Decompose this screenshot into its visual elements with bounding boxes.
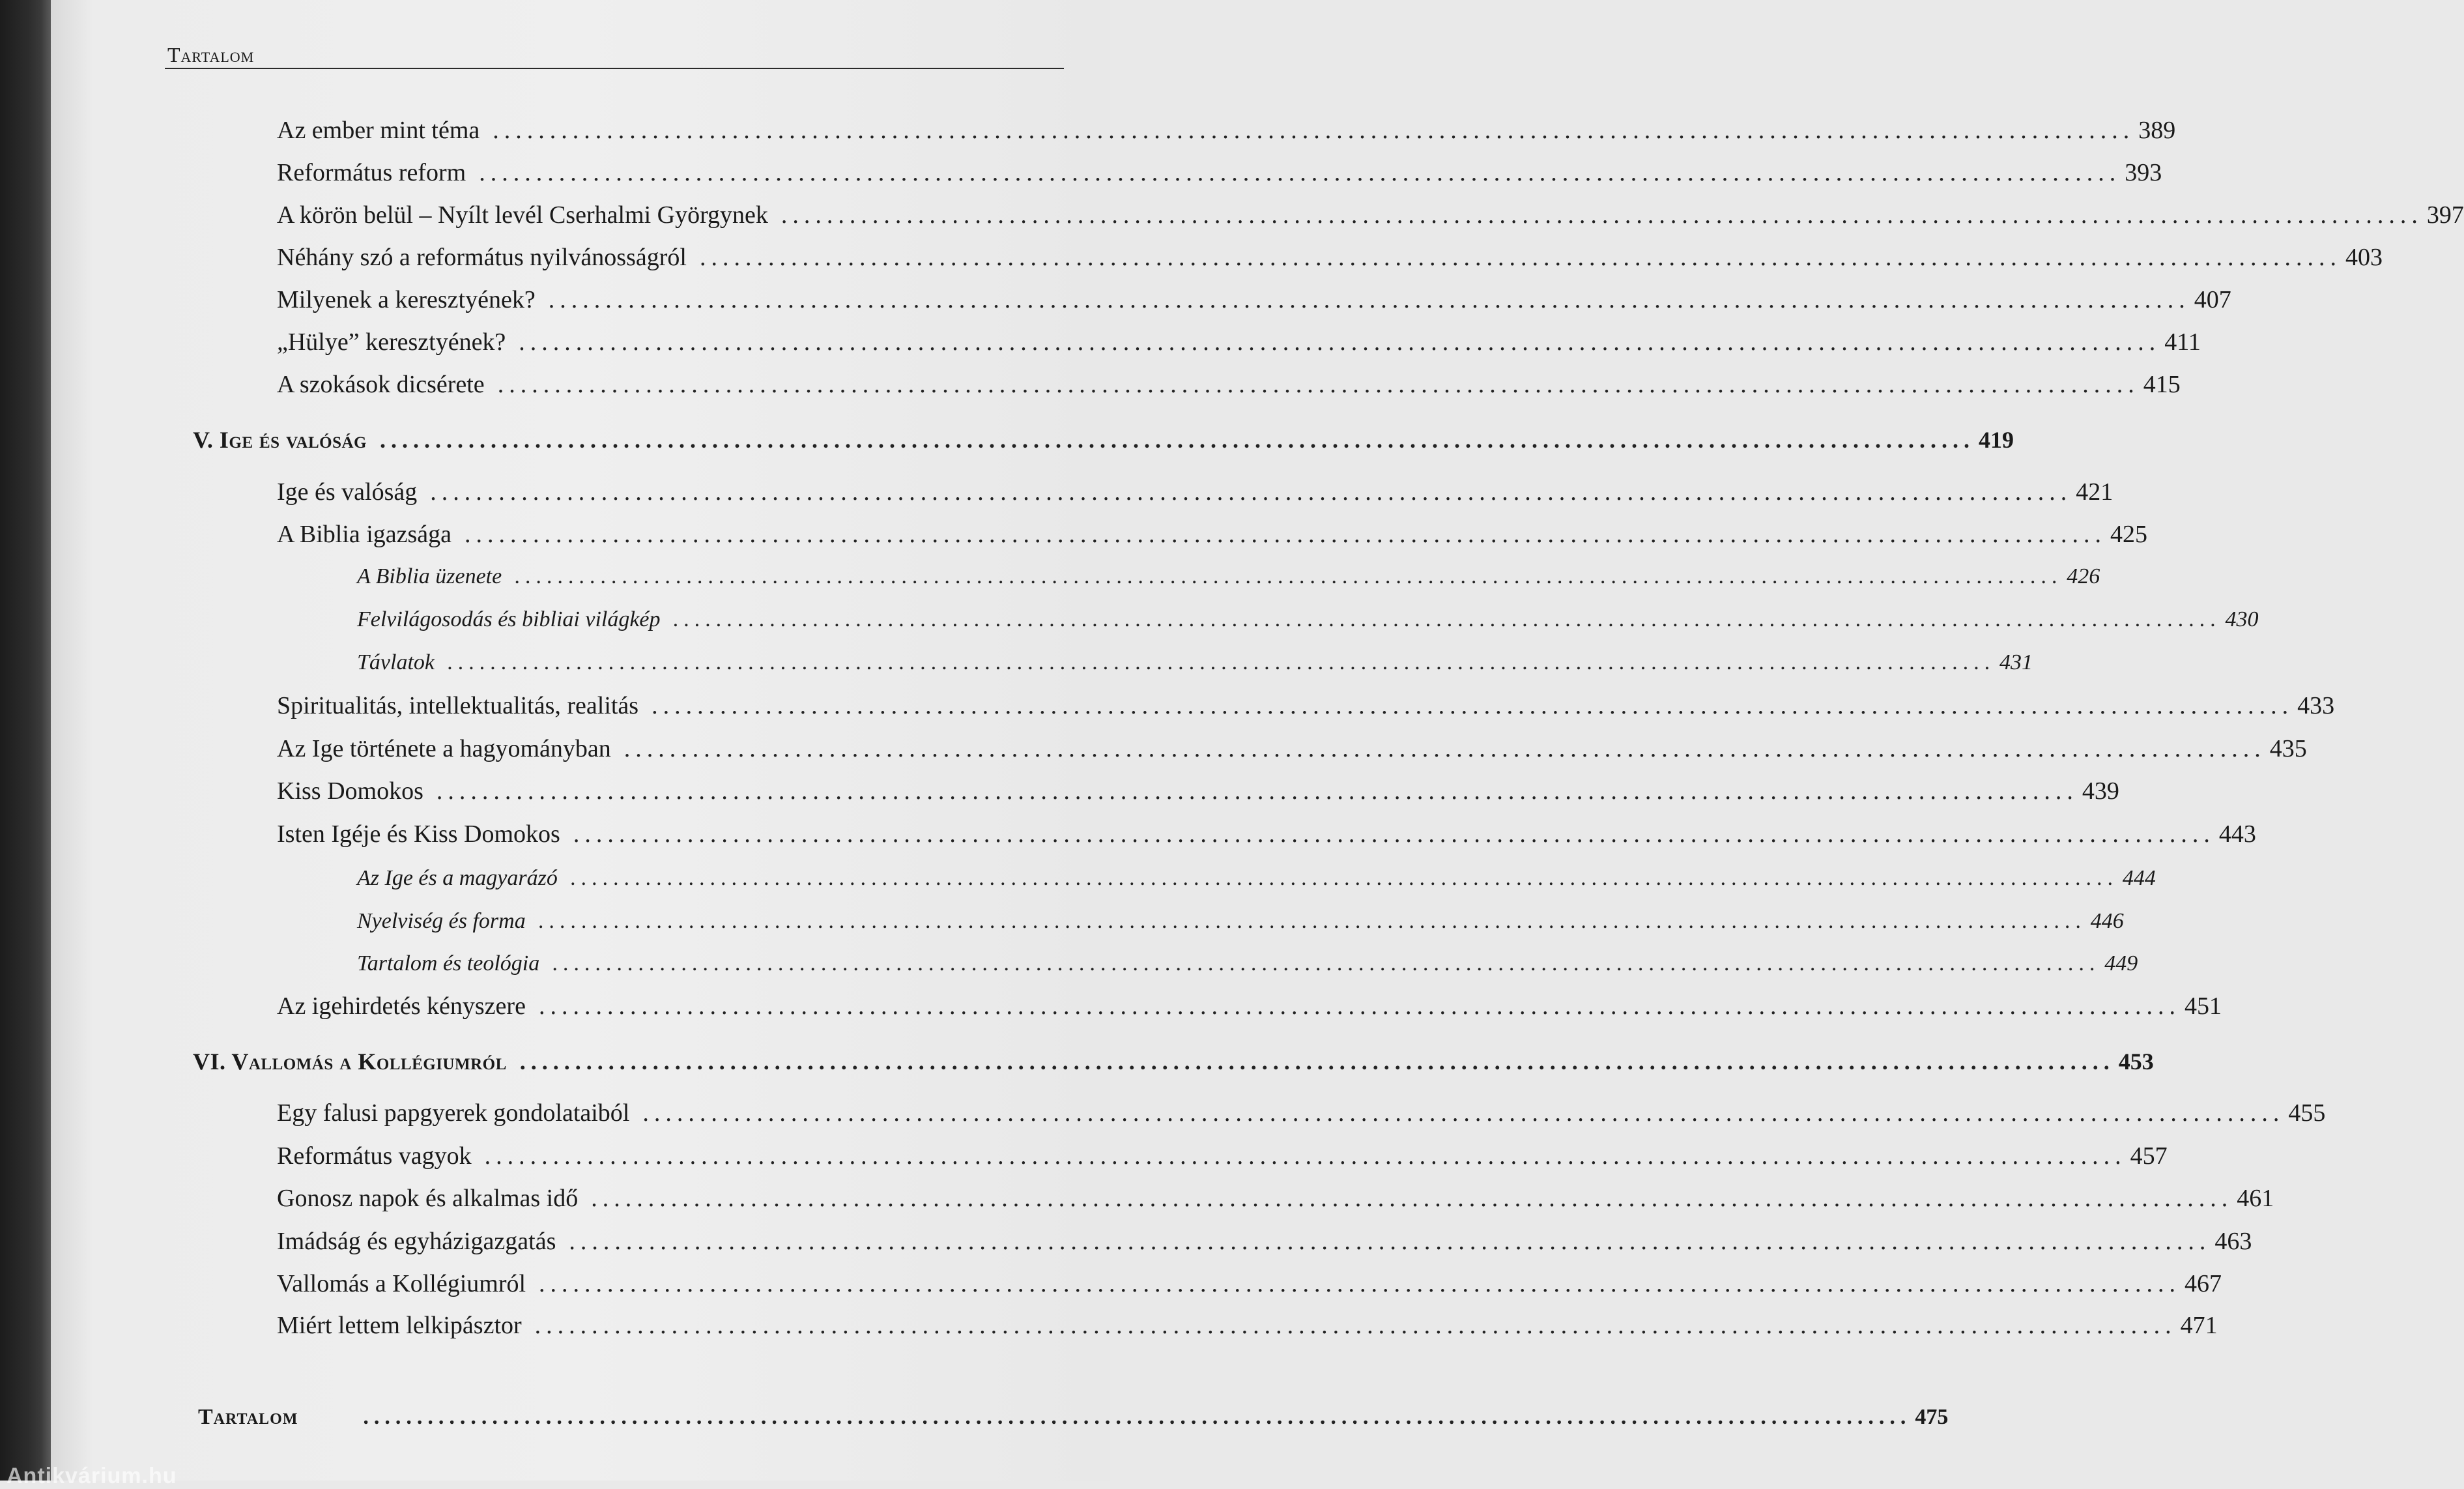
toc-entry[interactable]: Imádság és egyházigazgatás ................................................................................................................................................ 463 (277, 1228, 2252, 1255)
toc-entry[interactable]: Miért lettem lelkipásztor ................................................................................................................................................ 471 (277, 1312, 2218, 1339)
toc-subentry[interactable]: Nyelviség és forma ................................................................................................................................................ 446 (357, 909, 2124, 933)
dot-leader: ................................................................................................................................................ (538, 909, 2087, 933)
toc-subentry[interactable]: Felvilágosodás és bibliai világkép ................................................................................................................................................ 430 (357, 607, 2259, 631)
dot-leader: ................................................................................................................................................ (552, 951, 2101, 976)
toc-subentry[interactable]: Tartalom és teológia ................................................................................................................................................ 449 (357, 951, 2138, 976)
dot-leader: ................................................................................................................................................ (493, 117, 2135, 144)
header-rule (165, 68, 1064, 69)
toc-entry[interactable]: Református vagyok ................................................................................................................................................ 457 (277, 1142, 2168, 1170)
toc-entry[interactable]: Spiritualitás, intellektualitás, realitás ................................................................................................................................................ 433 (277, 692, 2335, 719)
dot-leader: ................................................................................................................................................ (447, 650, 1996, 674)
dot-leader: ................................................................................................................................................ (484, 1142, 2127, 1170)
running-head: Tartalom (167, 43, 255, 66)
dot-leader: ................................................................................................................................................ (519, 1048, 2115, 1075)
toc-entry[interactable]: A Biblia igazsága ................................................................................................................................................ 425 (277, 521, 2148, 548)
dot-leader: ................................................................................................................................................ (497, 371, 2140, 398)
dot-leader: ................................................................................................................................................ (519, 328, 2161, 356)
dot-leader: ................................................................................................................................................ (534, 1312, 2177, 1339)
toc-entry[interactable]: „Hülye” keresztyének? ................................................................................................................................................ 411 (277, 328, 2201, 356)
dot-leader: ................................................................................................................................................ (538, 992, 2181, 1020)
toc-section-heading[interactable]: VI. Vallomás a Kollégiumról ................................................................................................................................................ 453 (193, 1048, 2154, 1075)
toc-section-heading[interactable]: V. Ige és valóság ................................................................................................................................................ 419 (193, 427, 2014, 453)
dot-leader: ................................................................................................................................................ (623, 735, 2266, 762)
watermark-text: Antikvárium.hu (7, 1464, 177, 1488)
toc-entry[interactable]: Egy falusi papgyerek gondolataiból ................................................................................................................................................ 455 (277, 1099, 2326, 1127)
toc-footer-entry[interactable]: Tartalom ................................................................................................................................................ 475 (198, 1405, 1949, 1429)
toc-entry[interactable]: Vallomás a Kollégiumról ................................................................................................................................................ 467 (277, 1270, 2222, 1297)
toc-subentry[interactable]: Távlatok ................................................................................................................................................ 431 (357, 650, 2033, 674)
dot-leader: ................................................................................................................................................ (642, 1099, 2285, 1127)
dot-leader: ................................................................................................................................................ (430, 478, 2072, 506)
toc-entry[interactable]: A körön belül – Nyílt levél Cserhalmi Györgynek ................................................................................................................................................ 397 (277, 201, 2464, 229)
dot-leader: ................................................................................................................................................ (363, 1405, 1912, 1429)
dot-leader: ................................................................................................................................................ (436, 777, 2078, 805)
toc-entry[interactable]: Milyenek a keresztyének? ................................................................................................................................................ 407 (277, 286, 2231, 313)
toc-entry[interactable]: Az Ige története a hagyományban ................................................................................................................................................ 435 (277, 735, 2307, 762)
dot-leader: ................................................................................................................................................ (379, 427, 1975, 453)
toc-subentry[interactable]: A Biblia üzenete ................................................................................................................................................ 426 (357, 564, 2100, 588)
toc-entry[interactable]: Az ember mint téma ................................................................................................................................................ 389 (277, 117, 2176, 144)
dot-leader: ................................................................................................................................................ (570, 866, 2119, 890)
toc-entry[interactable]: Gonosz napok és alkalmas idő ................................................................................................................................................ 461 (277, 1185, 2274, 1212)
toc-entry[interactable]: Isten Igéje és Kiss Domokos ................................................................................................................................................ 443 (277, 820, 2256, 848)
toc-entry[interactable]: Ige és valóság ................................................................................................................................................ 421 (277, 478, 2113, 506)
book-spine-shadow (0, 0, 51, 1481)
dot-leader: ................................................................................................................................................ (591, 1185, 2233, 1212)
toc-subentry[interactable]: Az Ige és a magyarázó ................................................................................................................................................ 444 (357, 866, 2156, 890)
dot-leader: ................................................................................................................................................ (548, 286, 2190, 313)
dot-leader: ................................................................................................................................................ (781, 201, 2423, 229)
dot-leader: ................................................................................................................................................ (652, 692, 2294, 719)
toc-entry[interactable]: Kiss Domokos ................................................................................................................................................ 439 (277, 777, 2119, 805)
dot-leader: ................................................................................................................................................ (573, 820, 2215, 848)
dot-leader: ................................................................................................................................................ (569, 1228, 2211, 1255)
dot-leader: ................................................................................................................................................ (479, 159, 2121, 186)
dot-leader: ................................................................................................................................................ (539, 1270, 2181, 1297)
toc-entry[interactable]: Református reform ................................................................................................................................................ 393 (277, 159, 2162, 186)
dot-leader: ................................................................................................................................................ (673, 607, 2222, 631)
dot-leader: ................................................................................................................................................ (699, 244, 2342, 271)
dot-leader: ................................................................................................................................................ (515, 564, 2063, 588)
dot-leader: ................................................................................................................................................ (465, 521, 2107, 548)
toc-entry[interactable]: Az igehirdetés kényszere ................................................................................................................................................ 451 (277, 992, 2222, 1020)
toc-entry[interactable]: Néhány szó a református nyilvánosságról ................................................................................................................................................ 403 (277, 244, 2383, 271)
toc-entry[interactable]: A szokások dicsérete ................................................................................................................................................ 415 (277, 371, 2181, 398)
